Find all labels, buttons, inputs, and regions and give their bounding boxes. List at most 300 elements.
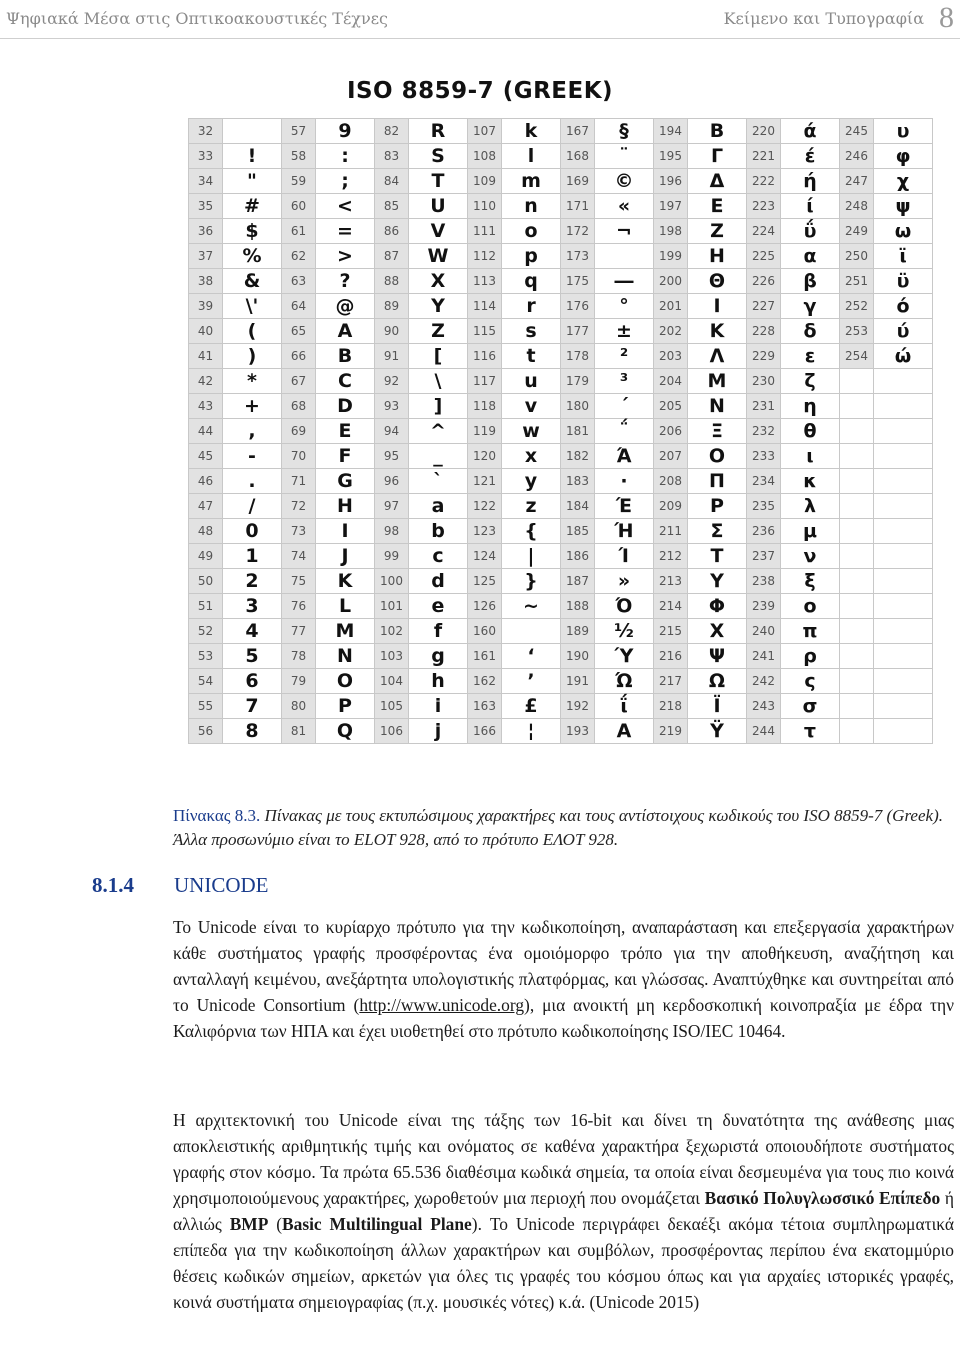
char-cell: κ bbox=[781, 469, 840, 494]
table-row bbox=[189, 144, 933, 169]
code-cell: 192 bbox=[561, 694, 595, 719]
char-cell: R bbox=[409, 119, 468, 144]
code-cell: 194 bbox=[654, 119, 688, 144]
char-cell: k bbox=[502, 119, 561, 144]
char-cell: Ζ bbox=[688, 219, 747, 244]
code-cell: 74 bbox=[282, 544, 316, 569]
code-cell: 76 bbox=[282, 594, 316, 619]
code-cell: 218 bbox=[654, 694, 688, 719]
code-cell: 249 bbox=[840, 219, 874, 244]
char-cell: < bbox=[316, 194, 375, 219]
code-cell: 78 bbox=[282, 644, 316, 669]
code-cell: 82 bbox=[375, 119, 409, 144]
char-cell: o bbox=[502, 219, 561, 244]
code-cell: 72 bbox=[282, 494, 316, 519]
char-cell: Α bbox=[595, 719, 654, 744]
char-cell bbox=[223, 119, 282, 144]
code-cell: 67 bbox=[282, 369, 316, 394]
code-cell: 212 bbox=[654, 544, 688, 569]
char-cell: B bbox=[316, 344, 375, 369]
section-title: UNICODE bbox=[174, 873, 269, 897]
char-cell: 2 bbox=[223, 569, 282, 594]
code-cell: 186 bbox=[561, 544, 595, 569]
table-row bbox=[189, 544, 933, 569]
code-cell: 195 bbox=[654, 144, 688, 169]
char-cell: Σ bbox=[688, 519, 747, 544]
code-cell: 181 bbox=[561, 419, 595, 444]
empty-cell bbox=[874, 544, 933, 569]
char-cell: M bbox=[316, 619, 375, 644]
code-cell: 209 bbox=[654, 494, 688, 519]
paragraph-text: ), μια ανοικτή μη κερδοσκοπική κοινοπραξία με έδρα την Καλιφόρνια των ΗΠΑ και έχει υιοθετηθεί στο πρότυπο κωδικοποίησης ISO/IEC 10464. bbox=[173, 995, 955, 1041]
empty-cell bbox=[840, 619, 874, 644]
char-cell: έ bbox=[781, 144, 840, 169]
table-row bbox=[189, 469, 933, 494]
code-cell: 80 bbox=[282, 694, 316, 719]
code-cell: 184 bbox=[561, 494, 595, 519]
char-cell: φ bbox=[874, 144, 933, 169]
code-cell: 57 bbox=[282, 119, 316, 144]
char-cell: Ό bbox=[595, 594, 654, 619]
char-cell: \' bbox=[223, 294, 282, 319]
char-cell bbox=[502, 619, 561, 644]
char-cell: Ψ bbox=[688, 644, 747, 669]
code-cell: 126 bbox=[468, 594, 502, 619]
code-cell: 190 bbox=[561, 644, 595, 669]
char-cell: @ bbox=[316, 294, 375, 319]
code-cell: 197 bbox=[654, 194, 688, 219]
code-cell: 59 bbox=[282, 169, 316, 194]
char-cell: ΰ bbox=[781, 219, 840, 244]
char-cell: Ώ bbox=[595, 669, 654, 694]
char-cell: _ bbox=[409, 444, 468, 469]
char-cell: t bbox=[502, 344, 561, 369]
code-cell: 115 bbox=[468, 319, 502, 344]
code-cell: 75 bbox=[282, 569, 316, 594]
char-cell: / bbox=[223, 494, 282, 519]
code-cell: 52 bbox=[189, 619, 223, 644]
char-cell: > bbox=[316, 244, 375, 269]
code-cell: 116 bbox=[468, 344, 502, 369]
char-cell: Τ bbox=[688, 544, 747, 569]
code-cell: 188 bbox=[561, 594, 595, 619]
paragraph-unicode-intro bbox=[173, 914, 954, 1044]
char-cell: Θ bbox=[688, 269, 747, 294]
caption-text: Πίνακας με τους εκτυπώσιμους χαρακτήρες και τους αντίστοιχους κωδικούς του ISO 8859-7 (Greek). Άλλα προσωνύμιο είναι το ELOT 928, από το πρότυπο ΕΛΟΤ 928. bbox=[173, 806, 943, 849]
char-cell: ) bbox=[223, 344, 282, 369]
char-cell: Ρ bbox=[688, 494, 747, 519]
code-cell: 198 bbox=[654, 219, 688, 244]
code-cell: 97 bbox=[375, 494, 409, 519]
char-cell: a bbox=[409, 494, 468, 519]
empty-cell bbox=[840, 519, 874, 544]
char-cell: π bbox=[781, 619, 840, 644]
unicode-website-link[interactable]: http://www.unicode.org bbox=[359, 995, 525, 1015]
char-cell: l bbox=[502, 144, 561, 169]
char-cell: P bbox=[316, 694, 375, 719]
char-cell: τ bbox=[781, 719, 840, 744]
code-cell: 36 bbox=[189, 219, 223, 244]
code-cell: 180 bbox=[561, 394, 595, 419]
table-row bbox=[189, 194, 933, 219]
char-cell: ϋ bbox=[874, 269, 933, 294]
code-cell: 89 bbox=[375, 294, 409, 319]
page-header bbox=[0, 0, 960, 39]
code-cell: 217 bbox=[654, 669, 688, 694]
char-cell: ά bbox=[781, 119, 840, 144]
code-cell: 85 bbox=[375, 194, 409, 219]
paragraph-text: ). Το Unicode περιγράφει δεκαέξι ακόμα τέτοια συμπληρωματικά επίπεδα για την κωδικοποίηση άλλων χαρακτήρων και συμβόλων, προσφέροντας περίπου ένα εκατομμύριο θέσεις κωδικών σημείων, αρκετών για όλες τις γραφές του κόσμου όπως και για αρχαίες ιστορικές γραφές, κοινά συστήματα σημειογραφίας (π.χ. μουσικές νότες) κ.ά. (Unicode 2015) bbox=[173, 1214, 955, 1312]
code-cell: 169 bbox=[561, 169, 595, 194]
char-cell: β bbox=[781, 269, 840, 294]
code-cell: 202 bbox=[654, 319, 688, 344]
char-cell: } bbox=[502, 569, 561, 594]
table-row bbox=[189, 319, 933, 344]
code-cell: 160 bbox=[468, 619, 502, 644]
char-cell: p bbox=[502, 244, 561, 269]
caption-label: Πίνακας 8.3. bbox=[173, 806, 261, 825]
code-cell: 101 bbox=[375, 594, 409, 619]
char-cell: ή bbox=[781, 169, 840, 194]
empty-cell bbox=[840, 719, 874, 744]
char-cell: 0 bbox=[223, 519, 282, 544]
empty-cell bbox=[874, 419, 933, 444]
code-cell: 61 bbox=[282, 219, 316, 244]
code-cell: 62 bbox=[282, 244, 316, 269]
code-cell: 84 bbox=[375, 169, 409, 194]
code-cell: 246 bbox=[840, 144, 874, 169]
char-cell: ύ bbox=[874, 319, 933, 344]
code-cell: 227 bbox=[747, 294, 781, 319]
char-cell: α bbox=[781, 244, 840, 269]
header-book-title: Ψηφιακά Μέσα στις Οπτικοακουστικές Τέχνες bbox=[6, 9, 388, 28]
code-cell: 233 bbox=[747, 444, 781, 469]
char-cell: | bbox=[502, 544, 561, 569]
code-cell: 224 bbox=[747, 219, 781, 244]
code-cell: 208 bbox=[654, 469, 688, 494]
char-cell: » bbox=[595, 569, 654, 594]
code-cell: 215 bbox=[654, 619, 688, 644]
table-row bbox=[189, 569, 933, 594]
empty-cell bbox=[840, 544, 874, 569]
code-cell: 39 bbox=[189, 294, 223, 319]
empty-cell bbox=[840, 444, 874, 469]
code-cell: 73 bbox=[282, 519, 316, 544]
empty-cell bbox=[874, 519, 933, 544]
code-cell: 252 bbox=[840, 294, 874, 319]
code-cell: 65 bbox=[282, 319, 316, 344]
char-cell: H bbox=[316, 494, 375, 519]
code-cell: 162 bbox=[468, 669, 502, 694]
code-cell: 34 bbox=[189, 169, 223, 194]
code-cell: 92 bbox=[375, 369, 409, 394]
code-cell: 178 bbox=[561, 344, 595, 369]
char-cell: ± bbox=[595, 319, 654, 344]
code-cell: 64 bbox=[282, 294, 316, 319]
char-cell: Δ bbox=[688, 169, 747, 194]
header-chapter-title: Κείμενο και Τυπογραφία bbox=[723, 9, 924, 28]
char-cell: % bbox=[223, 244, 282, 269]
char-cell: W bbox=[409, 244, 468, 269]
code-cell: 42 bbox=[189, 369, 223, 394]
char-cell: ’ bbox=[502, 669, 561, 694]
char-cell: Y bbox=[409, 294, 468, 319]
char-cell: ς bbox=[781, 669, 840, 694]
char-cell: ^ bbox=[409, 419, 468, 444]
char-cell: b bbox=[409, 519, 468, 544]
char-cell: ε bbox=[781, 344, 840, 369]
char-cell: z bbox=[502, 494, 561, 519]
char-cell: # bbox=[223, 194, 282, 219]
table-row bbox=[189, 294, 933, 319]
code-cell: 93 bbox=[375, 394, 409, 419]
table-row bbox=[189, 594, 933, 619]
char-cell: d bbox=[409, 569, 468, 594]
char-cell: Ι bbox=[688, 294, 747, 319]
bold-term-basic-multilingual-plane: Basic Multilingual Plane bbox=[282, 1214, 472, 1234]
char-cell: ι bbox=[781, 444, 840, 469]
char-cell: G bbox=[316, 469, 375, 494]
code-cell: 223 bbox=[747, 194, 781, 219]
code-cell: 56 bbox=[189, 719, 223, 744]
code-cell: 183 bbox=[561, 469, 595, 494]
table-row bbox=[189, 644, 933, 669]
code-cell: 204 bbox=[654, 369, 688, 394]
table-row bbox=[189, 344, 933, 369]
char-cell: $ bbox=[223, 219, 282, 244]
empty-cell bbox=[840, 369, 874, 394]
empty-cell bbox=[840, 569, 874, 594]
code-cell: 32 bbox=[189, 119, 223, 144]
code-cell: 230 bbox=[747, 369, 781, 394]
char-cell: = bbox=[316, 219, 375, 244]
char-cell: Ά bbox=[595, 444, 654, 469]
code-cell: 88 bbox=[375, 269, 409, 294]
code-cell: 175 bbox=[561, 269, 595, 294]
char-cell: J bbox=[316, 544, 375, 569]
code-cell: 109 bbox=[468, 169, 502, 194]
char-cell: L bbox=[316, 594, 375, 619]
char-cell: σ bbox=[781, 694, 840, 719]
code-cell: 177 bbox=[561, 319, 595, 344]
code-cell: 219 bbox=[654, 719, 688, 744]
char-cell: ΄ bbox=[595, 394, 654, 419]
code-cell: 63 bbox=[282, 269, 316, 294]
code-cell: 68 bbox=[282, 394, 316, 419]
table-row bbox=[189, 494, 933, 519]
table-row bbox=[189, 694, 933, 719]
code-cell: 117 bbox=[468, 369, 502, 394]
char-cell: ρ bbox=[781, 644, 840, 669]
code-cell: 199 bbox=[654, 244, 688, 269]
char-cell: * bbox=[223, 369, 282, 394]
code-cell: 51 bbox=[189, 594, 223, 619]
code-cell: 98 bbox=[375, 519, 409, 544]
char-cell: Ύ bbox=[595, 644, 654, 669]
code-cell: 37 bbox=[189, 244, 223, 269]
code-cell: 94 bbox=[375, 419, 409, 444]
code-cell: 96 bbox=[375, 469, 409, 494]
char-cell: Γ bbox=[688, 144, 747, 169]
code-cell: 234 bbox=[747, 469, 781, 494]
empty-cell bbox=[840, 494, 874, 519]
code-cell: 104 bbox=[375, 669, 409, 694]
char-cell: , bbox=[223, 419, 282, 444]
table-row bbox=[189, 444, 933, 469]
code-cell: 232 bbox=[747, 419, 781, 444]
char-cell: j bbox=[409, 719, 468, 744]
char-cell: x bbox=[502, 444, 561, 469]
char-cell: δ bbox=[781, 319, 840, 344]
code-cell: 191 bbox=[561, 669, 595, 694]
char-cell: Ϊ bbox=[688, 694, 747, 719]
char-cell: 4 bbox=[223, 619, 282, 644]
code-cell: 220 bbox=[747, 119, 781, 144]
code-cell: 173 bbox=[561, 244, 595, 269]
char-cell: Π bbox=[688, 469, 747, 494]
char-cell: Ή bbox=[595, 519, 654, 544]
code-cell: 79 bbox=[282, 669, 316, 694]
char-cell: Ί bbox=[595, 544, 654, 569]
table-row bbox=[189, 169, 933, 194]
code-cell: 179 bbox=[561, 369, 595, 394]
char-cell: Z bbox=[409, 319, 468, 344]
table-row bbox=[189, 419, 933, 444]
table-caption bbox=[173, 804, 953, 852]
code-cell: 70 bbox=[282, 444, 316, 469]
char-cell: Χ bbox=[688, 619, 747, 644]
char-cell: ~ bbox=[502, 594, 561, 619]
char-cell: f bbox=[409, 619, 468, 644]
code-cell: 185 bbox=[561, 519, 595, 544]
code-cell: 205 bbox=[654, 394, 688, 419]
char-cell: χ bbox=[874, 169, 933, 194]
char-cell: § bbox=[595, 119, 654, 144]
code-cell: 120 bbox=[468, 444, 502, 469]
char-cell: Υ bbox=[688, 569, 747, 594]
code-cell: 214 bbox=[654, 594, 688, 619]
empty-cell bbox=[840, 669, 874, 694]
char-cell: 5 bbox=[223, 644, 282, 669]
char-cell: Λ bbox=[688, 344, 747, 369]
empty-cell bbox=[874, 619, 933, 644]
table-row bbox=[189, 369, 933, 394]
code-cell: 103 bbox=[375, 644, 409, 669]
code-cell: 163 bbox=[468, 694, 502, 719]
table-row bbox=[189, 244, 933, 269]
char-cell: Ϋ bbox=[688, 719, 747, 744]
char-cell: ; bbox=[316, 169, 375, 194]
code-cell: 241 bbox=[747, 644, 781, 669]
code-cell: 91 bbox=[375, 344, 409, 369]
empty-cell bbox=[874, 594, 933, 619]
code-cell: 248 bbox=[840, 194, 874, 219]
char-cell: γ bbox=[781, 294, 840, 319]
empty-cell bbox=[840, 594, 874, 619]
code-cell: 69 bbox=[282, 419, 316, 444]
code-cell: 100 bbox=[375, 569, 409, 594]
empty-cell bbox=[874, 719, 933, 744]
table-title: ISO 8859-7 (GREEK) bbox=[346, 78, 614, 104]
char-cell: ο bbox=[781, 594, 840, 619]
char-cell: 7 bbox=[223, 694, 282, 719]
char-cell: © bbox=[595, 169, 654, 194]
code-cell: 182 bbox=[561, 444, 595, 469]
code-cell: 251 bbox=[840, 269, 874, 294]
table-row bbox=[189, 619, 933, 644]
code-cell: 54 bbox=[189, 669, 223, 694]
char-cell: η bbox=[781, 394, 840, 419]
code-cell: 105 bbox=[375, 694, 409, 719]
char-cell: ½ bbox=[595, 619, 654, 644]
paragraph-text: ( bbox=[268, 1214, 283, 1234]
section-number: 8.1.4 bbox=[92, 873, 134, 897]
code-cell: 123 bbox=[468, 519, 502, 544]
char-cell: ΐ bbox=[595, 694, 654, 719]
code-cell: 118 bbox=[468, 394, 502, 419]
char-cell: 8 bbox=[223, 719, 282, 744]
code-cell: 237 bbox=[747, 544, 781, 569]
code-cell: 81 bbox=[282, 719, 316, 744]
code-cell: 40 bbox=[189, 319, 223, 344]
char-cell: Κ bbox=[688, 319, 747, 344]
table-row bbox=[189, 669, 933, 694]
code-cell: 55 bbox=[189, 694, 223, 719]
char-cell: i bbox=[409, 694, 468, 719]
char-cell: & bbox=[223, 269, 282, 294]
code-cell: 244 bbox=[747, 719, 781, 744]
char-cell: q bbox=[502, 269, 561, 294]
code-cell: 125 bbox=[468, 569, 502, 594]
code-cell: 200 bbox=[654, 269, 688, 294]
empty-cell bbox=[840, 394, 874, 419]
empty-cell bbox=[874, 394, 933, 419]
code-cell: 107 bbox=[468, 119, 502, 144]
code-cell: 49 bbox=[189, 544, 223, 569]
char-cell: Ο bbox=[688, 444, 747, 469]
char-cell: Β bbox=[688, 119, 747, 144]
char-cell: Μ bbox=[688, 369, 747, 394]
code-cell: 99 bbox=[375, 544, 409, 569]
char-cell: U bbox=[409, 194, 468, 219]
char-cell: V bbox=[409, 219, 468, 244]
char-cell: μ bbox=[781, 519, 840, 544]
code-cell: 222 bbox=[747, 169, 781, 194]
table-row bbox=[189, 119, 933, 144]
char-cell: ό bbox=[874, 294, 933, 319]
char-cell: ξ bbox=[781, 569, 840, 594]
code-cell: 245 bbox=[840, 119, 874, 144]
char-cell: r bbox=[502, 294, 561, 319]
code-cell: 240 bbox=[747, 619, 781, 644]
code-cell: 60 bbox=[282, 194, 316, 219]
char-cell: ³ bbox=[595, 369, 654, 394]
char-cell: « bbox=[595, 194, 654, 219]
code-cell: 171 bbox=[561, 194, 595, 219]
char-cell: F bbox=[316, 444, 375, 469]
char-cell: X bbox=[409, 269, 468, 294]
char-cell: ] bbox=[409, 394, 468, 419]
code-cell: 44 bbox=[189, 419, 223, 444]
empty-cell bbox=[874, 469, 933, 494]
code-cell: 193 bbox=[561, 719, 595, 744]
code-cell: 213 bbox=[654, 569, 688, 594]
char-cell: u bbox=[502, 369, 561, 394]
code-cell: 114 bbox=[468, 294, 502, 319]
code-cell: 113 bbox=[468, 269, 502, 294]
code-cell: 254 bbox=[840, 344, 874, 369]
code-cell: 48 bbox=[189, 519, 223, 544]
